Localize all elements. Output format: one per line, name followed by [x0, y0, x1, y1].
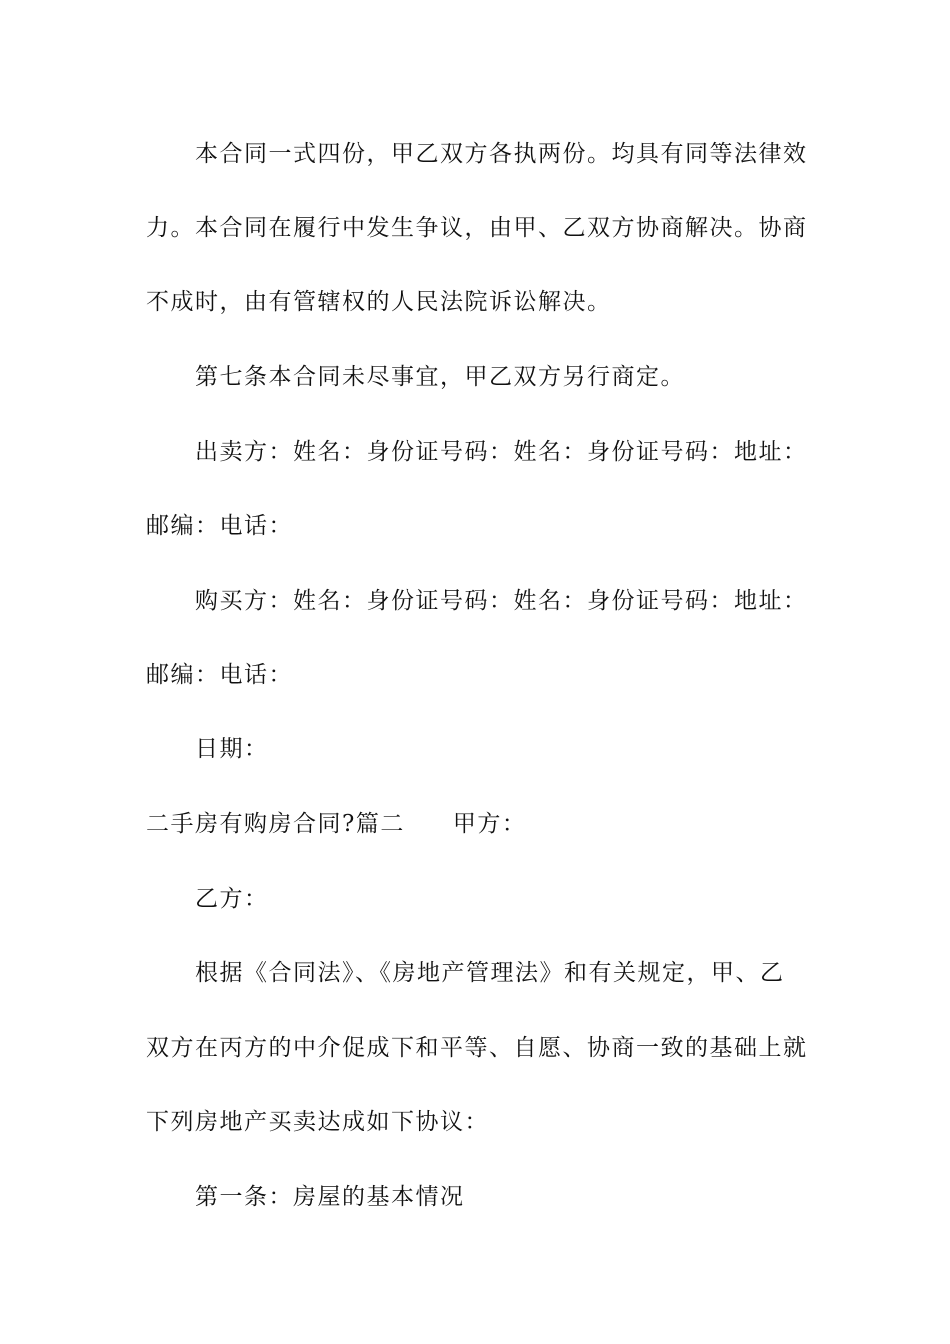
article-one-heading: 第一条：房屋的基本情况 [195, 1184, 465, 1210]
paragraph-line: 双方在丙方的中介促成下和平等、自愿、协商一致的基础上就 [146, 1035, 808, 1061]
date-line: 日期： [195, 736, 269, 762]
paragraph-line: 本合同一式四份，甲乙双方各执两份。均具有同等法律效 [195, 141, 808, 167]
paragraph-line: 根据《合同法》、《房地产管理法》和有关规定，甲、乙 [195, 960, 785, 986]
seller-contact-line: 邮编：电话： [146, 513, 293, 539]
party-a-label: 甲方： [452, 811, 527, 837]
article-seven-line: 第七条本合同未尽事宜，甲乙双方另行商定。 [195, 364, 685, 390]
party-b-label: 乙方： [195, 886, 269, 912]
buyer-line: 购买方：姓名：身份证号码：姓名：身份证号码：地址： [195, 588, 808, 614]
section-heading-line [146, 804, 816, 844]
paragraph-line: 不成时，由有管辖权的人民法院诉讼解决。 [146, 289, 612, 315]
section-title: 二手房有购房合同?篇二 [146, 811, 405, 837]
seller-line: 出卖方：姓名：身份证号码：姓名：身份证号码：地址： [195, 439, 808, 465]
paragraph-line: 力。本合同在履行中发生争议，由甲、乙双方协商解决。协商 [146, 215, 808, 241]
paragraph-line: 下列房地产买卖达成如下协议： [146, 1109, 489, 1135]
buyer-contact-line: 邮编：电话： [146, 662, 293, 688]
